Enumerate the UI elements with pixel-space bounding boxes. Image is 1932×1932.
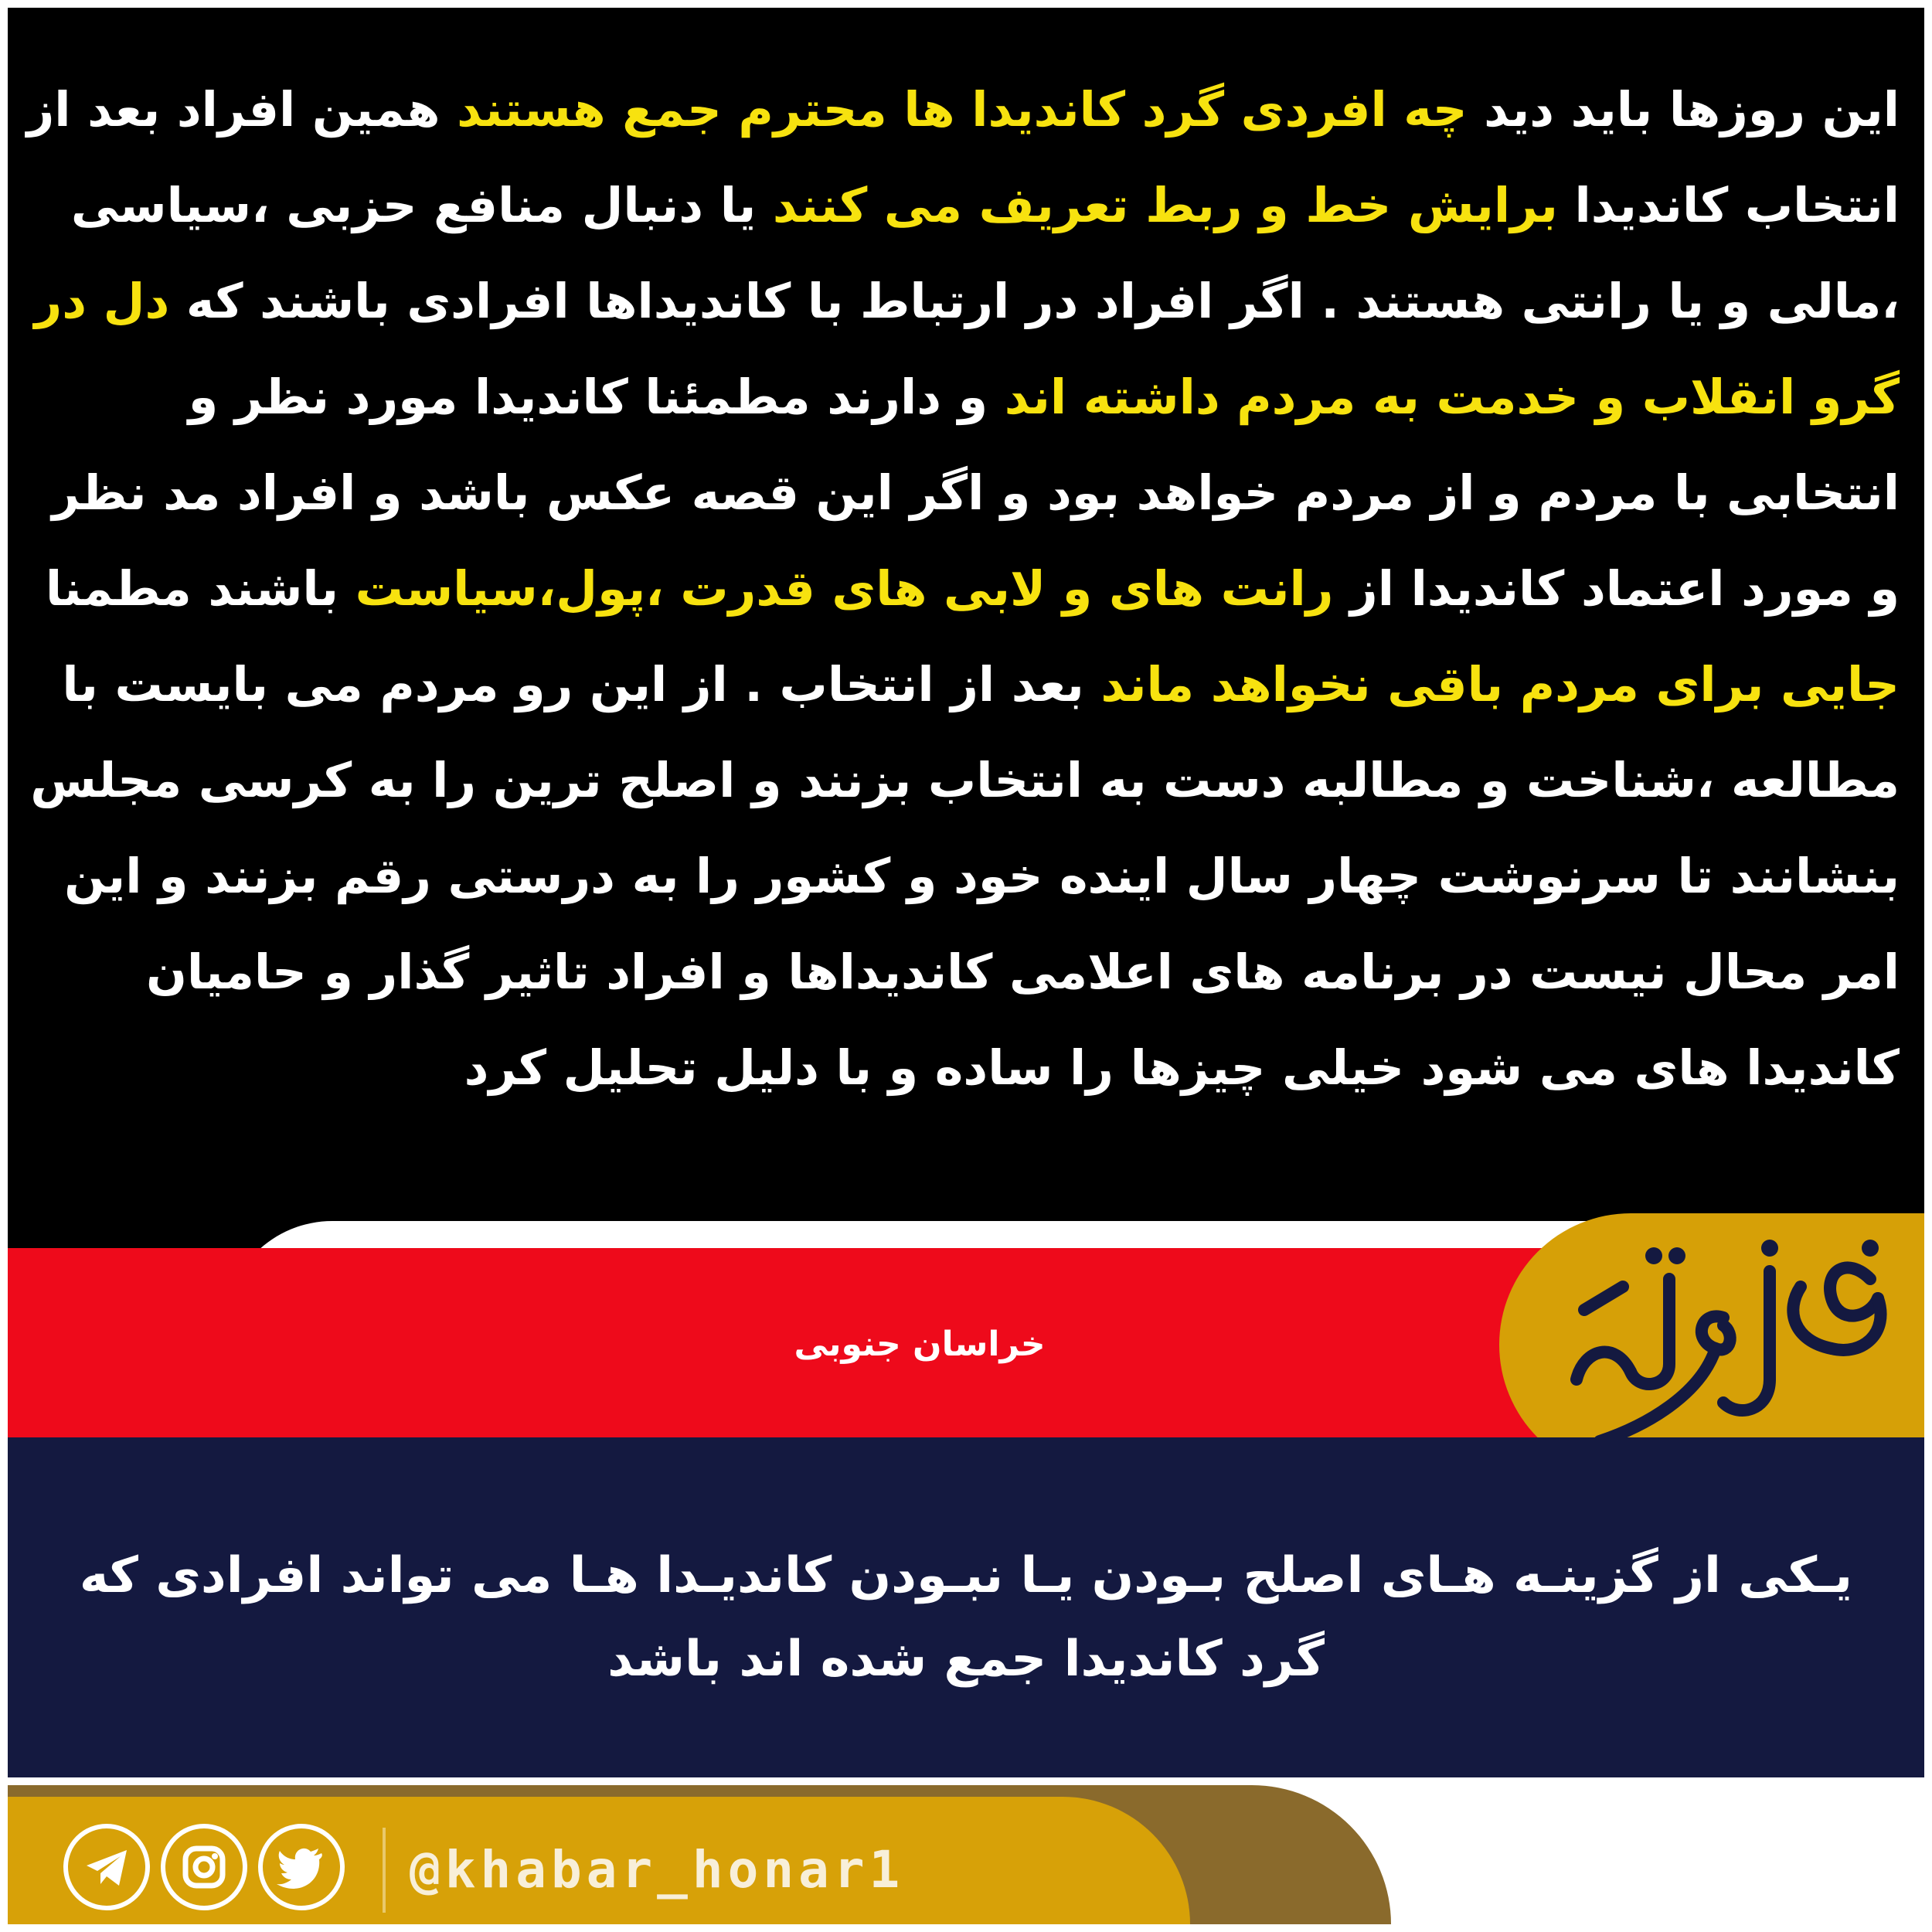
highlighted-phrase: رانت های و لابی های قدرت ،پول،سیاست	[355, 560, 1334, 617]
article-segment: یا دنبال منافع حزبی ،سیاسی ،مالی و یا رانتی هستند . اگر افراد در ارتباط با کاندیداها افرادی باشند که	[70, 177, 1900, 329]
highlighted-phrase: برایش خط و ربط تعریف می کنند	[772, 177, 1558, 233]
instagram-icon[interactable]	[161, 1824, 247, 1910]
twitter-icon[interactable]	[258, 1824, 345, 1910]
highlighted-phrase: جایی برای مردم باقی نخواهد ماند	[1100, 656, 1900, 713]
article-segment: این روزها باید دید	[1467, 81, 1900, 138]
post-frame	[8, 8, 1924, 1924]
twitter-glyph	[277, 1842, 326, 1892]
article-segment: همین افراد بعد از انتخاب کاندیدا	[26, 81, 1900, 233]
region-label: خراسان جنوبی	[794, 1325, 1046, 1364]
article-segment: و دارند مطمئنا کاندیدا مورد نظر و انتخابی با مردم و از مردم خواهد بود و اگر این قصه عکس باشد و افراد مد نظر و مورد اعتماد کاندیدا از	[52, 369, 1900, 617]
highlighted-phrase: چه افردی گرد کاندیدا ها محترم جمع هستند	[457, 81, 1468, 138]
article-text	[17, 62, 1900, 1116]
khabar-honar-logo	[1538, 1225, 1909, 1472]
headline: یـکی از گزینـه هـای اصلح بـودن یـا نبـودن کاندیـدا هـا می تواند افرادی که گرد کاندیدا جمع شده اند باشد	[79, 1547, 1853, 1688]
social-handle[interactable]: @khabar_honar1	[410, 1840, 905, 1900]
article-panel	[8, 8, 1924, 1244]
footer-divider	[383, 1828, 386, 1913]
article-segment: باشند مطمنا	[45, 560, 355, 617]
instagram-glyph	[179, 1842, 229, 1892]
telegram-icon[interactable]	[63, 1824, 150, 1910]
article-segment: بعد از انتخاب . از این رو مردم می بایست با مطالعه ،شناخت و مطالبه دست به انتخاب بزنند و اصلح ترین را به کرسی مجلس بنشانند تا سرنوشت چهار سال اینده خود و کشور را به درستی رقم بزنند و این امر محال نیست در برنامه های اعلامی کاندیداها و افراد تاثیر گذار و حامیان کاندیدا های می شود خیلی چیزها را ساده و با دلیل تحلیل کرد	[30, 656, 1900, 1096]
highlighted-phrase: دل در گرو انقلاب و خدمت به مردم داشته اند	[34, 273, 1900, 425]
telegram-glyph	[82, 1842, 131, 1892]
